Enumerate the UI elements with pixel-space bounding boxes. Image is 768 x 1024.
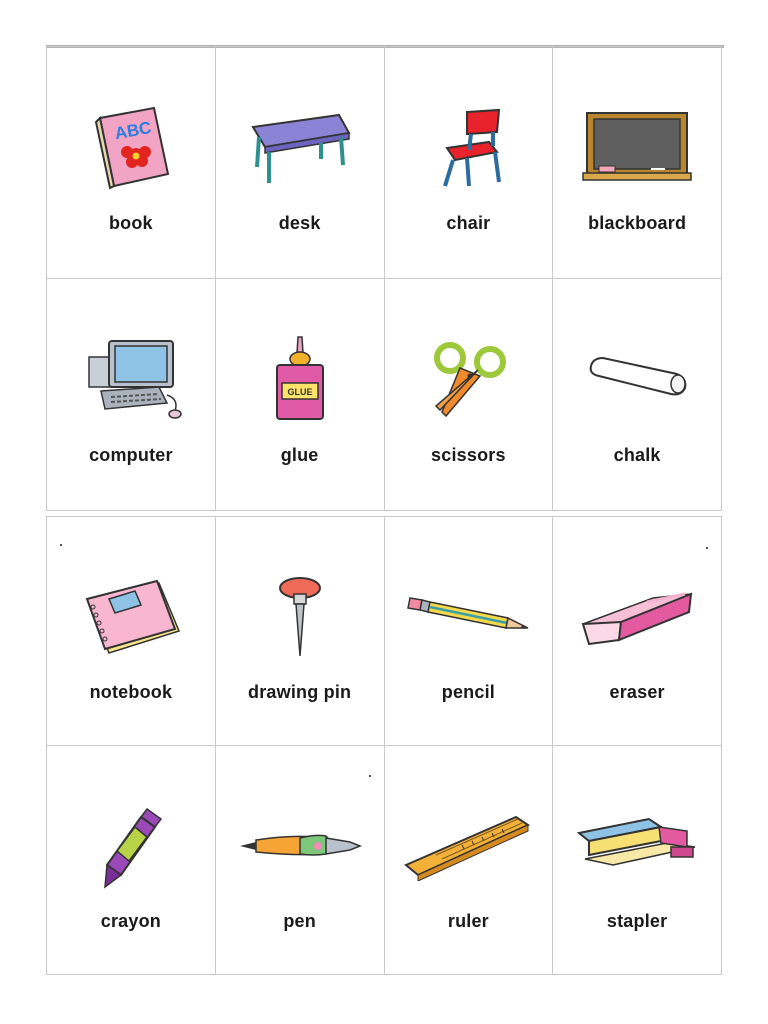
flashcard-eraser [553,517,722,746]
computer-icon [75,337,187,421]
drawing-pin-icon [270,574,330,660]
flashcard-chair [384,47,553,279]
pen-icon [236,826,364,866]
flashcard-pen [215,746,384,975]
card-label: blackboard [588,213,687,233]
card-label: drawing pin [248,682,352,702]
scan-speck [706,547,708,549]
stapler-icon [575,813,699,879]
flashcard-drawing-pin [215,517,384,746]
card-label: eraser [609,682,665,702]
blackboard-icon [581,107,693,187]
crayon-icon [91,803,171,889]
ruler-icon [402,811,534,881]
chalk-icon [581,344,693,414]
flashcard-notebook [47,517,216,746]
flashcard-scissors [384,279,553,511]
chair-icon [423,104,513,190]
flashcard-sheet-top [46,46,722,511]
card-label: pencil [441,682,495,702]
desk-icon [245,107,355,187]
card-label: pen [283,911,316,931]
flashcard-computer [47,279,216,511]
scissors-icon [420,336,516,422]
book-icon [86,104,176,190]
card-label: glue [280,445,319,465]
card-label: computer [89,445,173,465]
flashcard-book [47,47,216,279]
card-label: crayon [100,911,161,931]
eraser-icon [575,584,699,650]
glue-icon [265,335,335,423]
flashcard-pencil [384,517,553,746]
glue-label-text: GLUE [287,387,313,397]
card-label: stapler [606,911,668,931]
flashcard-chalk [553,279,722,511]
scan-speck [60,544,62,546]
flashcard-crayon [47,746,216,975]
flashcard-ruler [384,746,553,975]
card-label: book [108,213,153,233]
notebook-icon [75,577,187,657]
card-label: notebook [89,682,173,702]
card-label: chalk [613,445,661,465]
flashcard-desk [215,47,384,279]
scan-speck [369,775,371,777]
flashcard-blackboard [553,47,722,279]
flashcard-sheet-bottom [46,516,722,975]
book-cover-text: ABC [113,118,153,144]
card-label: chair [446,213,491,233]
card-label: scissors [431,445,506,465]
card-label: ruler [447,911,489,931]
flashcard-stapler [553,746,722,975]
card-label: desk [278,213,321,233]
pencil-icon [404,592,532,642]
flashcard-glue [215,279,384,511]
